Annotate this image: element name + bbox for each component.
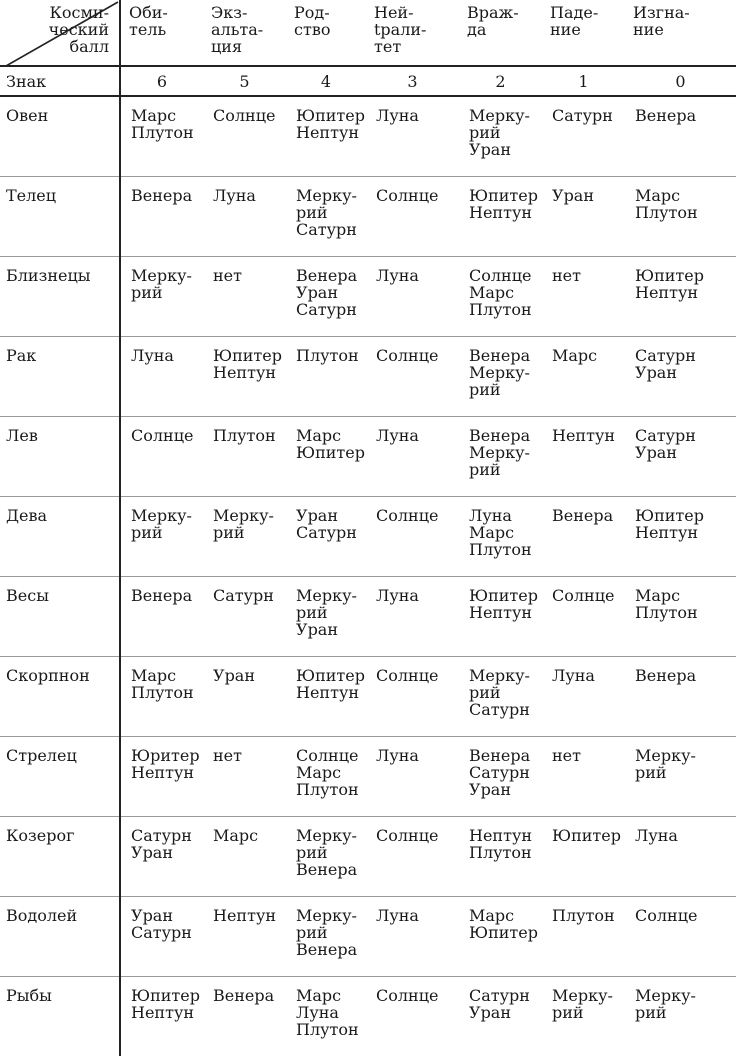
planet-name: Венера: [296, 267, 366, 284]
planet-cell: [625, 817, 736, 897]
planet-cell: [203, 497, 286, 577]
zodiac-sign: Близнецы: [0, 257, 120, 337]
planet-cell: [366, 817, 459, 897]
planet-cell: [120, 977, 203, 1056]
planet-name: Венера: [296, 941, 366, 958]
planet-cell: [120, 96, 203, 177]
planet-name: Солнце: [469, 267, 542, 284]
planet-name: Плутон: [131, 684, 203, 701]
planet-cell: [203, 897, 286, 977]
planet-name: Плутон: [296, 781, 366, 798]
planet-name: Солнце: [296, 747, 366, 764]
planet-name: рий: [552, 1004, 625, 1021]
planet-name: Уран: [131, 907, 203, 924]
planet-cell: [120, 657, 203, 737]
planet-name: Солнце: [376, 187, 459, 204]
planet-cell: [459, 497, 542, 577]
planet-name: Венера: [552, 507, 625, 524]
planet-name: Плутон: [635, 204, 736, 221]
planet-cell: [286, 257, 366, 337]
planet-cell: [203, 977, 286, 1056]
planet-cell: [366, 257, 459, 337]
planet-cell: [203, 177, 286, 257]
planet-cell: [286, 337, 366, 417]
table-row: [0, 817, 736, 897]
planet-name: Мерку-: [635, 747, 736, 764]
planet-name: Марс: [131, 667, 203, 684]
column-header: Экз- альта- ция: [203, 0, 286, 66]
planet-cell: [366, 577, 459, 657]
planet-cell: [542, 257, 625, 337]
planet-cell: [120, 817, 203, 897]
planet-name: Юпитер: [296, 444, 366, 461]
column-header: Враж- да: [459, 0, 542, 66]
planet-name: Юритер: [131, 747, 203, 764]
planet-name: рий: [296, 604, 366, 621]
planet-name: Солнце: [376, 987, 459, 1004]
planet-name: Уран: [469, 1004, 542, 1021]
score-value: 6: [120, 66, 203, 96]
planet-name: Солнце: [635, 907, 736, 924]
planet-cell: [542, 577, 625, 657]
planet-name: Марс: [296, 987, 366, 1004]
planet-name: Мерку-: [635, 987, 736, 1004]
column-header: Оби- тель: [120, 0, 203, 66]
planet-name: Сатурн: [213, 587, 286, 604]
planet-name: Юпитер: [469, 924, 542, 941]
planet-name: Сатурн: [131, 827, 203, 844]
planet-name: Марс: [635, 187, 736, 204]
zodiac-sign: Телец: [0, 177, 120, 257]
table-row: [0, 497, 736, 577]
planet-name: рий: [131, 284, 203, 301]
planet-name: Луна: [376, 587, 459, 604]
planet-name: Юпитер: [635, 267, 736, 284]
planet-name: Мерку-: [469, 107, 542, 124]
planet-name: Венера: [131, 587, 203, 604]
planet-name: Уран: [552, 187, 625, 204]
score-row: [0, 66, 736, 96]
planet-name: Уран: [131, 844, 203, 861]
planet-cell: [286, 497, 366, 577]
planet-name: Нептун: [635, 284, 736, 301]
planet-cell: [366, 497, 459, 577]
planet-cell: [625, 257, 736, 337]
table-row: [0, 657, 736, 737]
planet-name: Нептун: [552, 427, 625, 444]
planet-name: Сатурн: [296, 524, 366, 541]
planet-cell: [625, 977, 736, 1056]
planet-cell: [459, 96, 542, 177]
planet-name: Плутон: [552, 907, 625, 924]
zodiac-sign: Лев: [0, 417, 120, 497]
planet-cell: [366, 897, 459, 977]
planet-cell: [120, 577, 203, 657]
planet-cell: [203, 577, 286, 657]
planet-name: Сатурн: [296, 301, 366, 318]
zodiac-sign: Весы: [0, 577, 120, 657]
planet-name: рий: [296, 844, 366, 861]
score-value: 2: [459, 66, 542, 96]
planet-cell: [203, 257, 286, 337]
zodiac-sign: Водолей: [0, 897, 120, 977]
planet-name: рий: [469, 381, 542, 398]
planet-name: Луна: [552, 667, 625, 684]
planet-name: нет: [213, 747, 286, 764]
planet-cell: [542, 897, 625, 977]
planet-name: рий: [296, 204, 366, 221]
table-row: [0, 177, 736, 257]
planet-name: Сатурн: [469, 701, 542, 718]
table-row: [0, 417, 736, 497]
planet-name: Нептун: [296, 124, 366, 141]
planet-cell: [366, 657, 459, 737]
planet-cell: [459, 737, 542, 817]
planet-name: рий: [213, 524, 286, 541]
planet-cell: [286, 96, 366, 177]
planet-cell: [366, 977, 459, 1056]
planet-name: Юпитер: [296, 667, 366, 684]
zodiac-sign: Дева: [0, 497, 120, 577]
planet-cell: [286, 817, 366, 897]
planet-name: Луна: [376, 107, 459, 124]
planet-name: Мерку-: [213, 507, 286, 524]
planet-name: Сатурн: [635, 347, 736, 364]
planet-name: Сатурн: [469, 764, 542, 781]
planet-name: Нептун: [131, 764, 203, 781]
planet-name: Уран: [296, 507, 366, 524]
column-header: Род- ство: [286, 0, 366, 66]
planet-name: Солнце: [376, 667, 459, 684]
planet-cell: [542, 497, 625, 577]
planet-cell: [459, 817, 542, 897]
planet-name: Нептун: [296, 684, 366, 701]
planet-name: Нептун: [635, 524, 736, 541]
planet-cell: [120, 737, 203, 817]
planet-cell: [625, 737, 736, 817]
planet-name: Мерку-: [131, 507, 203, 524]
planet-name: Нептун: [469, 604, 542, 621]
planet-name: Мерку-: [469, 444, 542, 461]
planet-cell: [542, 337, 625, 417]
planet-name: Нептун: [213, 364, 286, 381]
column-header: Ней- tрали- тет: [366, 0, 459, 66]
planet-name: Мерку-: [296, 187, 366, 204]
planet-name: рий: [635, 1004, 736, 1021]
planet-name: Нептун: [131, 1004, 203, 1021]
table-row: [0, 737, 736, 817]
planet-cell: [120, 257, 203, 337]
planet-name: Марс: [213, 827, 286, 844]
zodiac-sign: Овен: [0, 96, 120, 177]
planet-cell: [366, 337, 459, 417]
planet-cell: [286, 897, 366, 977]
planet-cell: [203, 657, 286, 737]
table-row: [0, 977, 736, 1056]
planet-cell: [459, 897, 542, 977]
planet-name: Уран: [296, 621, 366, 638]
planet-name: Уран: [296, 284, 366, 301]
planet-name: Плутон: [635, 604, 736, 621]
planet-name: рий: [131, 524, 203, 541]
column-header: Изгна- ние: [625, 0, 736, 66]
planet-name: рий: [469, 461, 542, 478]
planet-cell: [459, 577, 542, 657]
planet-name: Нептун: [469, 827, 542, 844]
planet-name: Уран: [213, 667, 286, 684]
planet-name: Венера: [213, 987, 286, 1004]
header-row: [0, 0, 736, 66]
planet-cell: [120, 177, 203, 257]
planet-cell: [625, 497, 736, 577]
planet-name: Солнце: [376, 347, 459, 364]
planet-name: Сатурн: [131, 924, 203, 941]
planet-cell: [459, 417, 542, 497]
table-row: [0, 337, 736, 417]
planet-name: Венера: [469, 427, 542, 444]
planet-name: рий: [635, 764, 736, 781]
planet-cell: [286, 577, 366, 657]
planet-name: Юпитер: [469, 187, 542, 204]
planet-name: Юпитер: [296, 107, 366, 124]
score-value: 4: [286, 66, 366, 96]
planet-name: Луна: [635, 827, 736, 844]
planet-name: Венера: [131, 187, 203, 204]
planet-name: Луна: [376, 267, 459, 284]
planet-name: Луна: [469, 507, 542, 524]
planet-name: Марс: [469, 907, 542, 924]
planet-name: Нептун: [213, 907, 286, 924]
planet-name: Сатурн: [469, 987, 542, 1004]
cosmic-score-label: Косми- ческий балл: [49, 4, 109, 55]
planet-name: Плутон: [131, 124, 203, 141]
planet-name: Марс: [635, 587, 736, 604]
sign-column-label: Знак: [0, 66, 120, 96]
zodiac-sign: Стрелец: [0, 737, 120, 817]
planet-name: Мерку-: [469, 667, 542, 684]
planet-cell: [203, 817, 286, 897]
planet-cell: [625, 177, 736, 257]
planet-name: нет: [552, 747, 625, 764]
planet-cell: [459, 257, 542, 337]
planet-name: Марс: [469, 524, 542, 541]
score-value: 0: [625, 66, 736, 96]
planet-name: Мерку-: [131, 267, 203, 284]
planet-name: Юпитер: [131, 987, 203, 1004]
planet-cell: [542, 977, 625, 1056]
planet-name: Плутон: [296, 347, 366, 364]
planet-cell: [542, 96, 625, 177]
planet-name: Плутон: [469, 541, 542, 558]
planet-name: Венера: [296, 861, 366, 878]
table-row: [0, 257, 736, 337]
planet-cell: [286, 657, 366, 737]
planet-name: Луна: [131, 347, 203, 364]
planet-name: Солнце: [376, 827, 459, 844]
planet-cell: [542, 657, 625, 737]
planet-name: Плутон: [213, 427, 286, 444]
planet-name: Юпитер: [213, 347, 286, 364]
planet-name: Луна: [213, 187, 286, 204]
planet-name: Марс: [131, 107, 203, 124]
planet-name: Плутон: [469, 301, 542, 318]
planet-cell: [542, 177, 625, 257]
planet-name: Сатурн: [552, 107, 625, 124]
planet-cell: [366, 417, 459, 497]
column-header: Паде- ние: [542, 0, 625, 66]
planet-name: Солнце: [131, 427, 203, 444]
planet-cell: [459, 657, 542, 737]
planet-name: Венера: [469, 747, 542, 764]
planet-cell: [459, 177, 542, 257]
planet-name: рий: [296, 924, 366, 941]
planet-name: Луна: [376, 907, 459, 924]
planet-name: Уран: [635, 444, 736, 461]
zodiac-sign: Рыбы: [0, 977, 120, 1056]
planet-name: Мерку-: [552, 987, 625, 1004]
planet-cell: [625, 96, 736, 177]
zodiac-sign: Козерог: [0, 817, 120, 897]
planet-cell: [542, 417, 625, 497]
planet-cell: [542, 817, 625, 897]
planet-name: Уран: [635, 364, 736, 381]
planet-name: Венера: [469, 347, 542, 364]
planet-name: Солнце: [552, 587, 625, 604]
planet-name: Юпитер: [552, 827, 625, 844]
planet-cell: [286, 177, 366, 257]
planet-cell: [203, 96, 286, 177]
planet-cell: [286, 977, 366, 1056]
planet-name: Венера: [635, 667, 736, 684]
table-row: [0, 577, 736, 657]
planet-name: Луна: [376, 747, 459, 764]
planet-name: Луна: [376, 427, 459, 444]
corner-cell: [0, 0, 120, 66]
planet-name: Юпитер: [469, 587, 542, 604]
planet-cell: [120, 497, 203, 577]
planet-name: Юпитер: [635, 507, 736, 524]
planet-name: Солнце: [213, 107, 286, 124]
score-value: 1: [542, 66, 625, 96]
planet-cell: [203, 417, 286, 497]
planet-cell: [459, 977, 542, 1056]
planet-cell: [625, 897, 736, 977]
planet-name: Мерку-: [296, 827, 366, 844]
planet-name: Плутон: [469, 844, 542, 861]
planet-cell: [625, 337, 736, 417]
planet-name: Нептун: [469, 204, 542, 221]
planet-cell: [625, 417, 736, 497]
planet-name: Мерку-: [296, 907, 366, 924]
planet-name: рий: [469, 684, 542, 701]
planet-cell: [366, 177, 459, 257]
planet-name: нет: [552, 267, 625, 284]
planet-name: Марс: [469, 284, 542, 301]
planet-cell: [459, 337, 542, 417]
planet-name: Сатурн: [296, 221, 366, 238]
planet-name: Марс: [296, 427, 366, 444]
planet-cell: [203, 737, 286, 817]
planet-cell: [625, 577, 736, 657]
table-row: [0, 897, 736, 977]
planet-cell: [625, 657, 736, 737]
planet-name: рий: [469, 124, 542, 141]
planet-cell: [542, 737, 625, 817]
planet-cell: [366, 96, 459, 177]
planet-cell: [366, 737, 459, 817]
score-value: 5: [203, 66, 286, 96]
planet-name: Мерку-: [296, 587, 366, 604]
planet-name: Плутон: [296, 1021, 366, 1038]
planet-name: Венера: [635, 107, 736, 124]
zodiac-sign: Скорпнон: [0, 657, 120, 737]
planet-name: Уран: [469, 141, 542, 158]
planet-name: Марс: [296, 764, 366, 781]
planet-name: Солнце: [376, 507, 459, 524]
table-body: [0, 96, 736, 1056]
planet-cell: [120, 337, 203, 417]
planet-name: Мерку-: [469, 364, 542, 381]
planet-cell: [120, 897, 203, 977]
score-value: 3: [366, 66, 459, 96]
planet-name: Уран: [469, 781, 542, 798]
planet-name: нет: [213, 267, 286, 284]
planet-cell: [286, 417, 366, 497]
planet-cell: [286, 737, 366, 817]
planet-name: Луна: [296, 1004, 366, 1021]
planet-cell: [120, 417, 203, 497]
zodiac-sign: Рак: [0, 337, 120, 417]
table-row: [0, 96, 736, 177]
planet-name: Марс: [552, 347, 625, 364]
planet-name: Сатурн: [635, 427, 736, 444]
planet-cell: [203, 337, 286, 417]
